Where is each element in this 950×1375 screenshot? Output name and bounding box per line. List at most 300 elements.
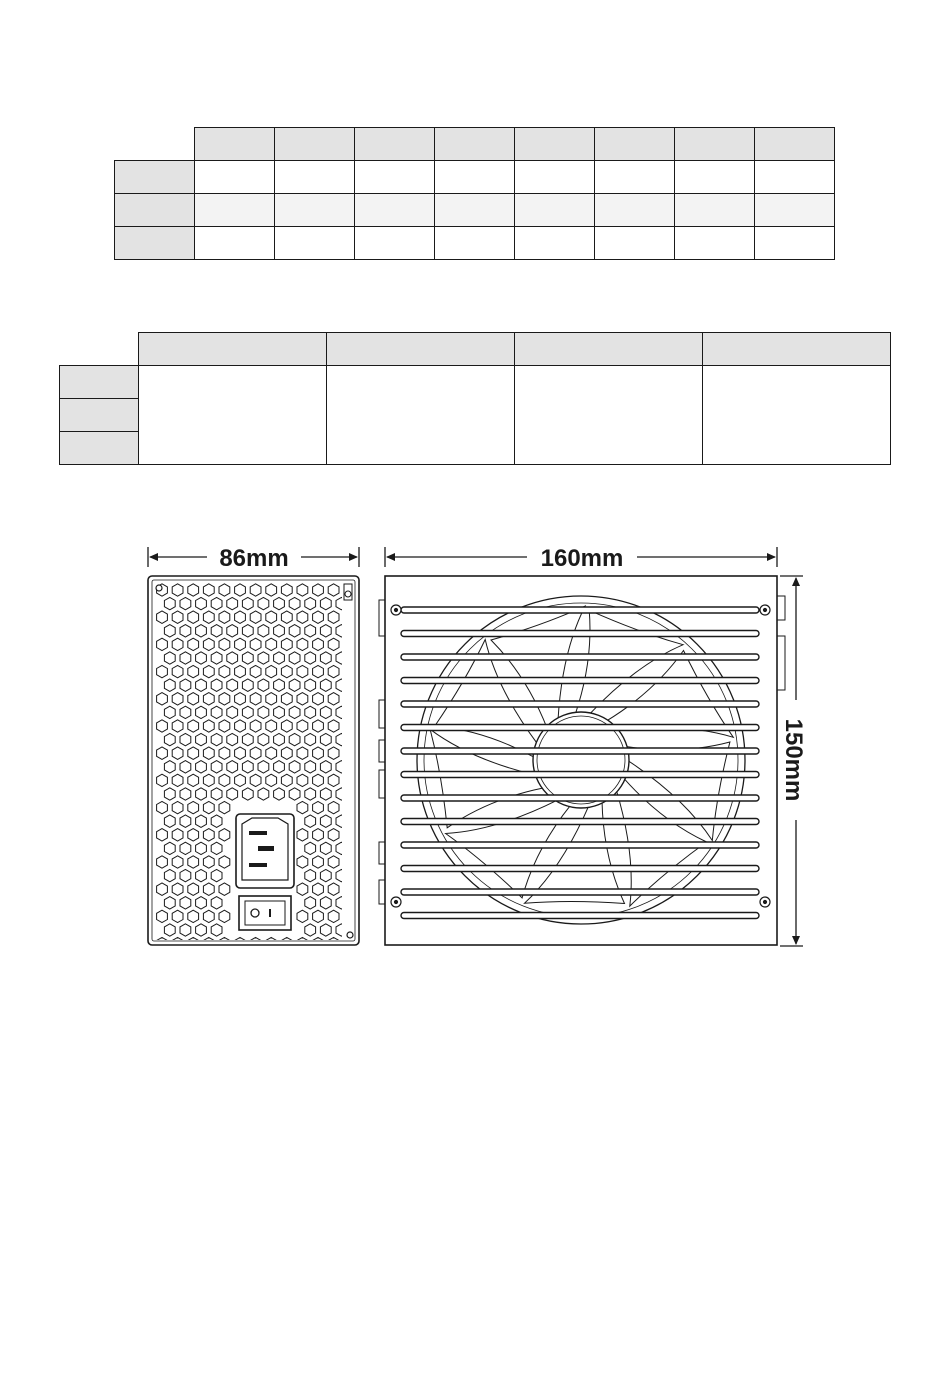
vent-hole <box>172 910 183 922</box>
vent-hole <box>274 788 285 800</box>
table-cell <box>595 194 675 227</box>
vent-hole <box>211 897 222 909</box>
vent-hole <box>305 733 316 745</box>
vent-hole <box>180 869 191 881</box>
vent-hole <box>297 774 308 786</box>
vent-hole <box>203 856 214 868</box>
column-header <box>139 333 327 366</box>
vent-hole <box>266 665 277 677</box>
vent-hole <box>164 733 175 745</box>
table-header-row <box>60 333 891 366</box>
vent-hole <box>266 774 277 786</box>
vent-hole <box>320 652 331 664</box>
vent-hole <box>289 652 300 664</box>
vent-hole <box>281 774 292 786</box>
vent-hole <box>305 625 316 637</box>
vent-hole <box>164 761 175 773</box>
vent-hole <box>157 720 168 732</box>
vent-hole <box>289 761 300 773</box>
column-header <box>355 128 435 161</box>
vent-hole <box>219 829 230 841</box>
grille-bar <box>401 772 759 778</box>
vent-hole <box>172 801 183 813</box>
vent-hole <box>188 910 199 922</box>
vent-hole <box>250 665 261 677</box>
vent-hole <box>258 788 269 800</box>
column-header <box>327 333 515 366</box>
table-cell <box>355 161 435 194</box>
vent-hole <box>211 924 222 936</box>
vent-hole <box>289 597 300 609</box>
vent-hole <box>219 801 230 813</box>
vent-hole <box>305 842 316 854</box>
vent-hole <box>274 597 285 609</box>
vent-hole <box>313 584 324 596</box>
vent-hole <box>172 747 183 759</box>
vent-hole <box>328 910 339 922</box>
vent-hole <box>328 665 339 677</box>
vent-hole <box>211 842 222 854</box>
vent-hole <box>164 815 175 827</box>
vent-hole <box>188 774 199 786</box>
vent-hole <box>344 611 355 623</box>
vent-hole <box>180 625 191 637</box>
merged-cell <box>703 366 891 465</box>
vent-hole <box>320 924 331 936</box>
vent-hole <box>281 665 292 677</box>
vent-hole <box>281 747 292 759</box>
vent-hole <box>336 733 347 745</box>
vent-hole <box>219 774 230 786</box>
grille-bar <box>401 701 759 707</box>
vent-hole <box>297 693 308 705</box>
vent-hole <box>250 584 261 596</box>
vent-hole <box>203 693 214 705</box>
vent-hole <box>196 924 207 936</box>
vent-hole <box>305 679 316 691</box>
vent-hole <box>313 801 324 813</box>
vent-hole <box>344 801 355 813</box>
table-cell <box>755 161 835 194</box>
vent-hole <box>313 883 324 895</box>
vent-hole <box>172 665 183 677</box>
vent-hole <box>250 747 261 759</box>
vent-hole <box>188 720 199 732</box>
vent-hole <box>235 937 246 949</box>
vent-hole <box>227 733 238 745</box>
vent-hole <box>289 679 300 691</box>
vent-hole <box>297 801 308 813</box>
vent-hole <box>227 761 238 773</box>
vent-hole <box>157 829 168 841</box>
column-header <box>755 128 835 161</box>
vent-hole <box>157 774 168 786</box>
vent-hole <box>313 937 324 949</box>
vent-hole <box>164 842 175 854</box>
vent-hole <box>274 733 285 745</box>
vent-hole <box>188 829 199 841</box>
table-cell <box>275 227 355 260</box>
vent-hole <box>203 611 214 623</box>
vent-hole <box>266 584 277 596</box>
vent-hole <box>172 611 183 623</box>
vent-hole <box>196 625 207 637</box>
vent-hole <box>157 937 168 949</box>
vent-hole <box>203 801 214 813</box>
vent-hole <box>258 597 269 609</box>
vent-hole <box>188 665 199 677</box>
vent-hole <box>344 829 355 841</box>
table-row <box>115 227 835 260</box>
vent-hole <box>344 937 355 949</box>
row-header <box>60 399 139 432</box>
grille-bar <box>401 819 759 825</box>
vent-hole <box>320 788 331 800</box>
vent-hole <box>203 883 214 895</box>
vent-hole <box>211 625 222 637</box>
vent-hole <box>336 788 347 800</box>
vent-hole <box>336 869 347 881</box>
vent-hole <box>242 788 253 800</box>
vent-hole <box>281 638 292 650</box>
vent-hole <box>250 638 261 650</box>
vent-hole <box>172 584 183 596</box>
vent-hole <box>266 693 277 705</box>
vent-hole <box>188 693 199 705</box>
vent-hole <box>203 829 214 841</box>
row-header <box>60 432 139 465</box>
vent-hole <box>320 815 331 827</box>
vent-hole <box>313 665 324 677</box>
vent-hole <box>164 679 175 691</box>
vent-hole <box>320 733 331 745</box>
vent-hole <box>188 638 199 650</box>
vent-hole <box>258 706 269 718</box>
column-header <box>435 128 515 161</box>
vent-hole <box>281 693 292 705</box>
vent-hole <box>203 747 214 759</box>
column-header <box>703 333 891 366</box>
vent-hole <box>258 652 269 664</box>
vent-hole <box>164 924 175 936</box>
vent-hole <box>328 747 339 759</box>
height-label: 150mm <box>780 718 807 802</box>
vent-hole <box>336 761 347 773</box>
vent-hole <box>157 883 168 895</box>
vent-hole <box>344 883 355 895</box>
vent-hole <box>281 584 292 596</box>
vent-hole <box>297 829 308 841</box>
vent-hole <box>328 638 339 650</box>
ac-inlet <box>236 814 294 888</box>
vent-hole <box>196 733 207 745</box>
vent-hole <box>188 937 199 949</box>
table-cell <box>435 194 515 227</box>
table-cell <box>195 161 275 194</box>
vent-hole <box>180 897 191 909</box>
table-cell <box>595 227 675 260</box>
column-header <box>595 128 675 161</box>
fan-blade <box>575 610 683 715</box>
vent-hole <box>344 638 355 650</box>
vent-hole <box>313 611 324 623</box>
vent-hole <box>305 597 316 609</box>
vent-hole <box>297 856 308 868</box>
vent-hole <box>196 679 207 691</box>
vent-hole <box>250 720 261 732</box>
table-row <box>115 161 835 194</box>
vent-hole <box>305 897 316 909</box>
vent-hole <box>242 733 253 745</box>
vent-hole <box>328 720 339 732</box>
table-cell <box>195 194 275 227</box>
vent-hole <box>250 774 261 786</box>
vent-hole <box>203 937 214 949</box>
vent-hole <box>180 652 191 664</box>
table-cell <box>355 194 435 227</box>
vent-hole <box>164 706 175 718</box>
grille-bar <box>401 842 759 848</box>
vent-hole <box>297 638 308 650</box>
vent-hole <box>211 679 222 691</box>
grille-bar <box>401 913 759 919</box>
vent-hole <box>328 611 339 623</box>
vent-hole <box>297 937 308 949</box>
vent-hole <box>196 706 207 718</box>
vent-hole <box>266 611 277 623</box>
vent-hole <box>188 801 199 813</box>
spec-table-1 <box>114 127 835 260</box>
vent-hole <box>157 801 168 813</box>
vent-hole <box>180 924 191 936</box>
column-header <box>515 128 595 161</box>
vent-hole <box>336 815 347 827</box>
vent-hole <box>188 747 199 759</box>
vent-hole <box>328 883 339 895</box>
vent-hole <box>320 597 331 609</box>
vent-hole <box>250 611 261 623</box>
vent-hole <box>313 774 324 786</box>
vent-hole <box>344 665 355 677</box>
vent-hole <box>320 625 331 637</box>
vent-hole <box>219 665 230 677</box>
grille-bar <box>401 889 759 895</box>
vent-hole <box>203 638 214 650</box>
vent-hole <box>172 693 183 705</box>
table-cell <box>515 161 595 194</box>
vent-hole <box>305 652 316 664</box>
vent-hole <box>157 638 168 650</box>
fan-blade <box>491 606 585 729</box>
vent-hole <box>266 638 277 650</box>
vent-hole <box>188 883 199 895</box>
vent-hole <box>336 679 347 691</box>
vent-hole <box>258 761 269 773</box>
vent-hole <box>344 856 355 868</box>
vent-hole <box>250 937 261 949</box>
vent-hole <box>211 815 222 827</box>
table-row <box>60 366 891 399</box>
vent-hole <box>281 611 292 623</box>
vent-hole <box>320 842 331 854</box>
vent-hole <box>328 856 339 868</box>
vent-hole <box>157 611 168 623</box>
vent-hole <box>336 652 347 664</box>
vent-hole <box>211 706 222 718</box>
vent-hole <box>305 788 316 800</box>
vent-hole <box>172 774 183 786</box>
vent-hole <box>164 897 175 909</box>
vent-hole <box>328 801 339 813</box>
vent-hole <box>219 584 230 596</box>
table-corner <box>115 128 195 161</box>
vent-hole <box>180 733 191 745</box>
vent-hole <box>313 693 324 705</box>
vent-hole <box>274 625 285 637</box>
table-cell <box>675 161 755 194</box>
grille-bar <box>401 748 759 754</box>
vent-hole <box>203 665 214 677</box>
vent-hole <box>305 869 316 881</box>
vent-hole <box>258 625 269 637</box>
fan <box>417 596 745 924</box>
vent-hole <box>157 693 168 705</box>
grille-bar <box>401 678 759 684</box>
vent-hole <box>313 638 324 650</box>
vent-hole <box>196 652 207 664</box>
table-cell <box>355 227 435 260</box>
vent-hole <box>336 897 347 909</box>
row-header <box>115 227 195 260</box>
vent-hole <box>313 910 324 922</box>
row-header <box>60 366 139 399</box>
vent-hole <box>328 693 339 705</box>
vent-hole <box>211 733 222 745</box>
vent-hole <box>242 625 253 637</box>
vent-hole <box>219 747 230 759</box>
grille-bar <box>401 866 759 872</box>
power-switch <box>239 896 291 930</box>
vent-hole <box>242 652 253 664</box>
vent-hole <box>211 761 222 773</box>
table-cell <box>595 161 675 194</box>
vent-hole <box>188 856 199 868</box>
vent-hole <box>336 924 347 936</box>
grille-bar <box>401 631 759 637</box>
vent-hole <box>219 611 230 623</box>
vent-hole <box>196 761 207 773</box>
vent-hole <box>235 693 246 705</box>
vent-hole <box>196 597 207 609</box>
vent-hole <box>344 720 355 732</box>
vent-hole <box>219 638 230 650</box>
vent-hole <box>344 910 355 922</box>
vent-hole <box>305 924 316 936</box>
vent-hole <box>180 706 191 718</box>
vent-hole <box>172 856 183 868</box>
vent-hole <box>320 679 331 691</box>
table-cell <box>275 161 355 194</box>
vent-hole <box>235 720 246 732</box>
vent-hole <box>211 869 222 881</box>
vent-hole <box>281 937 292 949</box>
table-cell <box>755 227 835 260</box>
table-cell <box>515 194 595 227</box>
spec-table-2 <box>59 332 891 465</box>
vent-hole <box>344 693 355 705</box>
table-cell <box>435 227 515 260</box>
vent-hole <box>320 869 331 881</box>
vent-hole <box>219 856 230 868</box>
table-cell <box>755 194 835 227</box>
column-header <box>515 333 703 366</box>
vent-hole <box>180 679 191 691</box>
vent-hole <box>289 733 300 745</box>
table-cell <box>195 227 275 260</box>
grille-bar <box>401 795 759 801</box>
fan-blade <box>430 729 544 828</box>
vent-honeycomb <box>157 584 355 950</box>
vent-hole <box>313 720 324 732</box>
vent-hole <box>172 937 183 949</box>
vent-hole <box>258 679 269 691</box>
table-cell <box>275 194 355 227</box>
vent-hole <box>297 910 308 922</box>
vent-hole <box>235 747 246 759</box>
vent-hole <box>235 774 246 786</box>
vent-hole <box>305 761 316 773</box>
vent-hole <box>196 815 207 827</box>
vent-hole <box>336 842 347 854</box>
vent-hole <box>297 883 308 895</box>
vent-hole <box>266 937 277 949</box>
vent-hole <box>203 910 214 922</box>
merged-cell <box>327 366 515 465</box>
vent-hole <box>235 665 246 677</box>
vent-hole <box>227 625 238 637</box>
psu-dimension-drawing <box>0 530 950 960</box>
vent-hole <box>313 829 324 841</box>
vent-hole <box>289 788 300 800</box>
vent-hole <box>196 897 207 909</box>
vent-hole <box>219 937 230 949</box>
vent-hole <box>172 638 183 650</box>
vent-hole <box>242 679 253 691</box>
vent-hole <box>157 747 168 759</box>
vent-hole <box>305 815 316 827</box>
vent-hole <box>336 597 347 609</box>
vent-hole <box>235 611 246 623</box>
vent-hole <box>242 761 253 773</box>
vent-hole <box>180 597 191 609</box>
vent-hole <box>274 706 285 718</box>
vent-hole <box>320 706 331 718</box>
vent-hole <box>305 706 316 718</box>
table-header-row <box>115 128 835 161</box>
vent-hole <box>328 774 339 786</box>
vent-hole <box>336 625 347 637</box>
vent-hole <box>219 720 230 732</box>
merged-cell <box>515 366 703 465</box>
vent-hole <box>211 652 222 664</box>
vent-hole <box>297 611 308 623</box>
vent-hole <box>320 761 331 773</box>
vent-hole <box>164 869 175 881</box>
vent-hole <box>196 842 207 854</box>
vent-hole <box>164 625 175 637</box>
grille-bar <box>401 607 759 613</box>
vent-hole <box>281 720 292 732</box>
